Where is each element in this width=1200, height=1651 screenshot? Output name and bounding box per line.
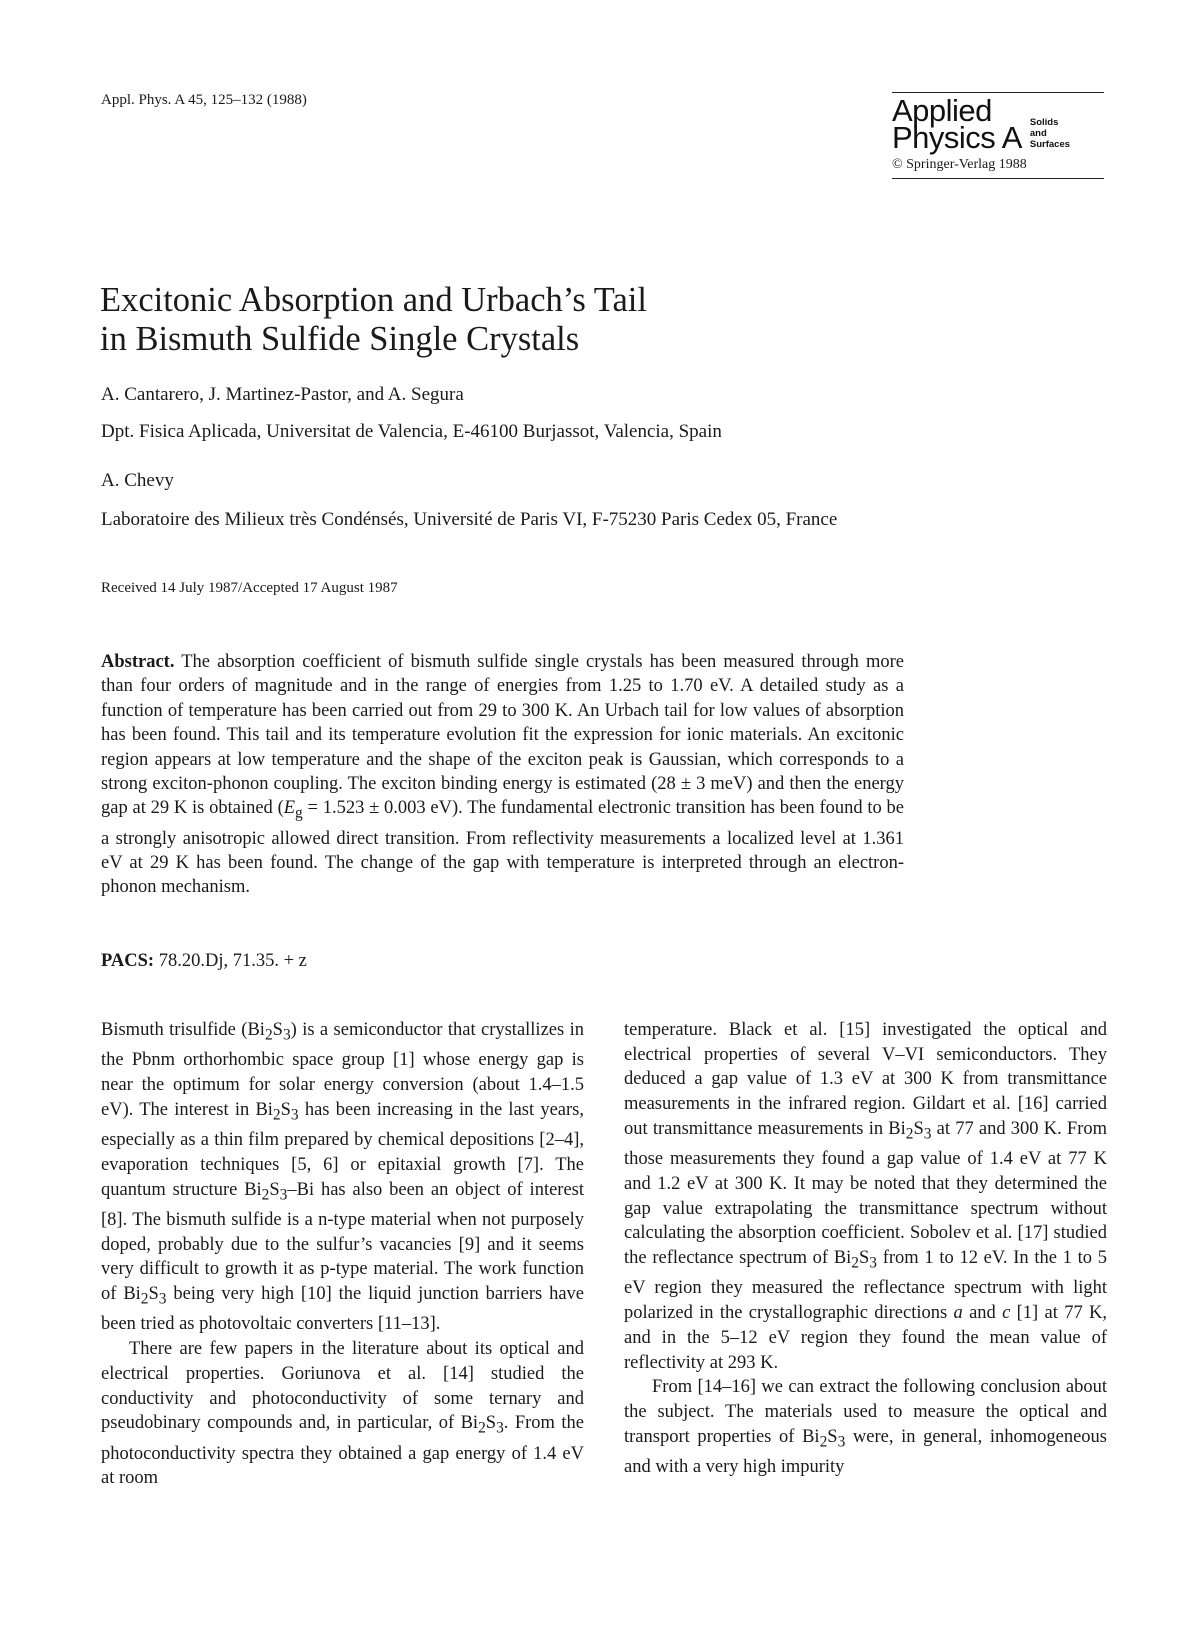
paragraph: From [14–16] we can extract the following conclusion about the subject. The materials used to measure the optical and transport properties of $Bi_2S_3$ were, in general, inhomogeneous and with a very high impurity [624,1377,1107,1478]
copyright-notice: © Springer-Verlag 1988 [892,157,1027,172]
affiliation-1: Dpt. Fisica Aplicada, Universitat de Valencia, E-46100 Burjassot, Valencia, Spain [101,421,722,442]
pacs-value: 78.20.Dj, 71.35. + z [154,951,307,971]
pacs-codes [101,951,307,972]
affiliation-2: Laboratoire des Milieux très Condénsés, Université de Paris VI, F-75230 Paris Cedex 05, France [101,509,838,530]
paragraph: Bismuth trisulfide $(Bi_2S_3)$ is a semiconductor that crystallizes in the Pbnm orthorhombic space group [1] whose energy gap is near the optimum for solar energy conversion (about 1.4–1.5 eV). The interest in $Bi_2S_3$ has been increasing in the last years, especially as a thin film prepared by chemical depositions [2–4], evaporation techniques [5, 6] or epitaxial growth [7]. The quantum structure $Bi_2S_3-Bi$ has also been an object of interest [8]. The bismuth sulfide is a n-type material when not purposely doped, probably due to the sulfur’s vacancies [9] and it seems very difficult to growth it as p-type material. The work function of $Bi_2S_3$ being very high [10] the liquid junction barriers have been tried as photovoltaic converters [11–13]. [101,1020,585,1335]
paragraph: temperature. Black et al. [15] investigated the optical and electrical properties of several V–VI semiconductors. They deduced a gap value of 1.3 eV at 300 K from transmittance measurements in the infrared region. Gildart et al. [16] carried out transmittance measurements in $Bi_2S_3$ at 77 and 300 K. From those measurements they found a gap value of 1.4 eV at 77 K and 1.2 eV at 300 K. It may be noted that they determined the gap value extrapolating the transmittance spectrum without calculating the absorption coefficient. Sobolev et al. [17] studied the reflectance spectrum of $Bi_2S_3$ from 1 to 12 eV. In the 1 to 5 eV region they measured the reflectance spectrum with light polarized in the crystallographic directions a and c [1] at 77 K, and in the 5–12 eV region they found the mean value of reflectivity at 293 K. [624,1020,1107,1373]
eg-symbol: E [283,798,296,819]
title-line-1: Excitonic Absorption and Urbach’s Tail [100,281,647,319]
journal-reference: Appl. Phys. A 45, 125–132 (1988) [101,92,307,108]
abstract [101,650,904,900]
paper-title [100,281,1000,359]
logo-word-applied: Applied [892,93,992,128]
pacs-label: PACS: [101,951,155,971]
received-dates: Received 14 July 1987/Accepted 17 August 1987 [101,580,398,596]
logo-word-physics: Physics A [892,120,1022,155]
author-list-2: A. Chevy [101,470,174,491]
eg-subscript: g [295,805,303,823]
logo-side-surfaces: Surfaces [1029,139,1071,150]
title-line-2: in Bismuth Sulfide Single Crystals [100,320,580,358]
abstract-text-b: = 1.523 ± 0.003 eV). The fundamental electronic transition has been found to be a strongly anisotropic allowed direct transition. From reflectivity measurements a localized level at 1.361 eV at 29 K has been found. The change of the gap with temperature is interpreted through an electron-phonon mechanism. [101,798,904,898]
author-list-1: A. Cantarero, J. Martinez-Pastor, and A. Segura [101,384,464,405]
logo-bottom-rule [892,178,1104,179]
journal-logo [892,92,1104,179]
abstract-text-a: The absorption coefficient of bismuth sulfide single crystals has been measured through more than four orders of magnitude and in the range of energies from 1.25 to 1.70 eV. A detailed study as a function of temperature has been carried out from 29 to 300 K. An Urbach tail for low values of absorption has been found. This tail and its temperature evolution fit the expression for ionic materials. An excitonic region appears at low temperature and the shape of the exciton peak is Gaussian, which corresponds to a strong exciton-phonon coupling. The exciton binding energy is estimated (28 ± 3 meV) and then the energy gap at 29 K is obtained ( [101,652,904,819]
logo-side-and: and [1029,128,1047,139]
body-column-left [101,1018,584,1491]
logo-side-solids: Solids [1029,117,1059,128]
paragraph: There are few papers in the literature about its optical and electrical properties. Goriunova et al. [14] studied the conductivity and photoconductivity of some ternary and pseudobinary compounds and, in particular, of $Bi_2S_3$. From the photoconductivity spectra they obtained a gap energy of 1.4 eV at room [101,1339,584,1489]
abstract-label: Abstract. [101,652,175,672]
body-column-right [624,1018,1107,1480]
